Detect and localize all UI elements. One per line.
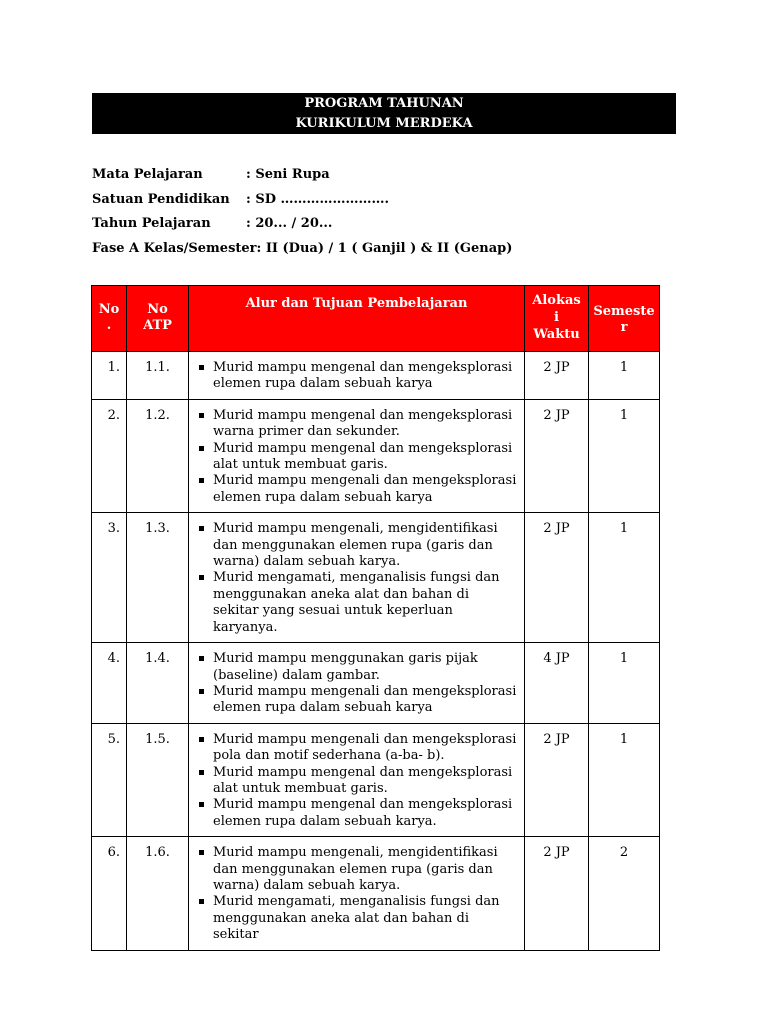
objective-item: Murid mampu mengenal dan mengeksplorasi alat untuk membuat garis. xyxy=(197,441,518,474)
time-allocation: 2 JP xyxy=(525,513,589,643)
meta-label: Satuan Pendidikan xyxy=(92,191,230,207)
document-subtitle: KURIKULUM MERDEKA xyxy=(295,116,473,131)
time-allocation: 2 JP xyxy=(525,352,589,400)
row-number: 5. xyxy=(92,723,127,836)
objective-list xyxy=(197,360,518,393)
objective-list xyxy=(197,521,518,636)
objective-item: Murid mampu mengenal dan mengeksplorasi elemen rupa dalam sebuah karya xyxy=(197,360,518,393)
objective-item: Murid mampu mengenal dan mengeksplorasi alat untuk membuat garis. xyxy=(197,765,518,798)
meta-row xyxy=(92,237,512,262)
objective-item: Murid mampu mengenali, mengidentifikasi dan menggunakan elemen rupa (garis dan warna) dalam sebuah karya. xyxy=(197,845,518,894)
meta-row xyxy=(92,212,512,237)
atp-number: 1.4. xyxy=(127,643,189,724)
learning-objectives xyxy=(189,723,525,836)
learning-objectives xyxy=(189,399,525,512)
objective-item: Murid mampu mengenali dan mengeksplorasi pola dan motif sederhana (a-ba- b). xyxy=(197,732,518,765)
row-number: 2. xyxy=(92,399,127,512)
meta-row xyxy=(92,163,512,188)
objective-item: Murid mampu mengenali, mengidentifikasi dan menggunakan elemen rupa (garis dan warna) dalam sebuah karya. xyxy=(197,521,518,570)
meta-label: Tahun Pelajaran xyxy=(92,216,211,231)
header-no: No . xyxy=(92,286,127,352)
learning-objectives xyxy=(189,837,525,950)
meta-label: Fase A Kelas/Semester xyxy=(92,240,257,256)
table-row xyxy=(92,723,660,836)
semester-value: 1 xyxy=(589,723,660,836)
document-title: PROGRAM TAHUNAN xyxy=(304,96,464,111)
semester-value: 1 xyxy=(589,643,660,724)
table-row xyxy=(92,399,660,512)
row-number: 4. xyxy=(92,643,127,724)
table-header-row xyxy=(92,286,660,352)
objective-item: Murid mengamati, menganalisis fungsi dan menggunakan aneka alat dan bahan di sekitar yang sesuai untuk keperluan karyanya. xyxy=(197,570,518,636)
row-number: 1. xyxy=(92,352,127,400)
row-number: 3. xyxy=(92,513,127,643)
atp-number: 1.5. xyxy=(127,723,189,836)
objective-item: Murid mampu mengenal dan mengeksplorasi warna primer dan sekunder. xyxy=(197,408,518,441)
time-allocation: 2 JP xyxy=(525,837,589,950)
objective-list xyxy=(197,732,518,830)
meta-value: : SD ……………………. xyxy=(246,191,390,207)
objective-list xyxy=(197,845,518,943)
meta-row xyxy=(92,188,512,213)
semester-value: 1 xyxy=(589,399,660,512)
objective-item: Murid mengamati, menganalisis fungsi dan menggunakan aneka alat dan bahan di sekitar xyxy=(197,894,518,943)
objective-item: Murid mampu mengenali dan mengeksplorasi elemen rupa dalam sebuah karya xyxy=(197,473,518,506)
table-row xyxy=(92,837,660,950)
learning-objectives xyxy=(189,513,525,643)
table-row xyxy=(92,643,660,724)
learning-objectives xyxy=(189,352,525,400)
atp-number: 1.1. xyxy=(127,352,189,400)
atp-number: 1.6. xyxy=(127,837,189,950)
time-allocation: 2 JP xyxy=(525,723,589,836)
time-allocation: 2 JP xyxy=(525,399,589,512)
atp-table xyxy=(91,285,660,951)
header-semester: Semeste r xyxy=(589,286,660,352)
objective-list xyxy=(197,408,518,506)
semester-value: 1 xyxy=(589,513,660,643)
atp-table-body xyxy=(92,352,660,951)
header-no-atp: No ATP xyxy=(127,286,189,352)
objective-item: Murid mampu menggunakan garis pijak (baseline) dalam gambar. xyxy=(197,651,518,684)
semester-value: 1 xyxy=(589,352,660,400)
document-meta xyxy=(92,163,512,261)
meta-label: Mata Pelajaran xyxy=(92,167,203,182)
objective-item: Murid mampu mengenal dan mengeksplorasi elemen rupa dalam sebuah karya. xyxy=(197,797,518,830)
objective-list xyxy=(197,651,518,717)
atp-number: 1.2. xyxy=(127,399,189,512)
row-number: 6. xyxy=(92,837,127,950)
header-alur: Alur dan Tujuan Pembelajaran xyxy=(189,286,525,352)
document-title-bar xyxy=(92,93,676,134)
table-row xyxy=(92,352,660,400)
time-allocation: 4 JP xyxy=(525,643,589,724)
meta-value: : 20... / 20... xyxy=(246,216,333,231)
atp-number: 1.3. xyxy=(127,513,189,643)
table-row xyxy=(92,513,660,643)
semester-value: 2 xyxy=(589,837,660,950)
meta-value: : Seni Rupa xyxy=(246,167,330,182)
objective-item: Murid mampu mengenali dan mengeksplorasi elemen rupa dalam sebuah karya xyxy=(197,684,518,717)
learning-objectives xyxy=(189,643,525,724)
meta-value: : II (Dua) / 1 ( Ganjil ) & II (Genap) xyxy=(256,240,513,256)
header-alokasi: Alokas i Waktu xyxy=(525,286,589,352)
